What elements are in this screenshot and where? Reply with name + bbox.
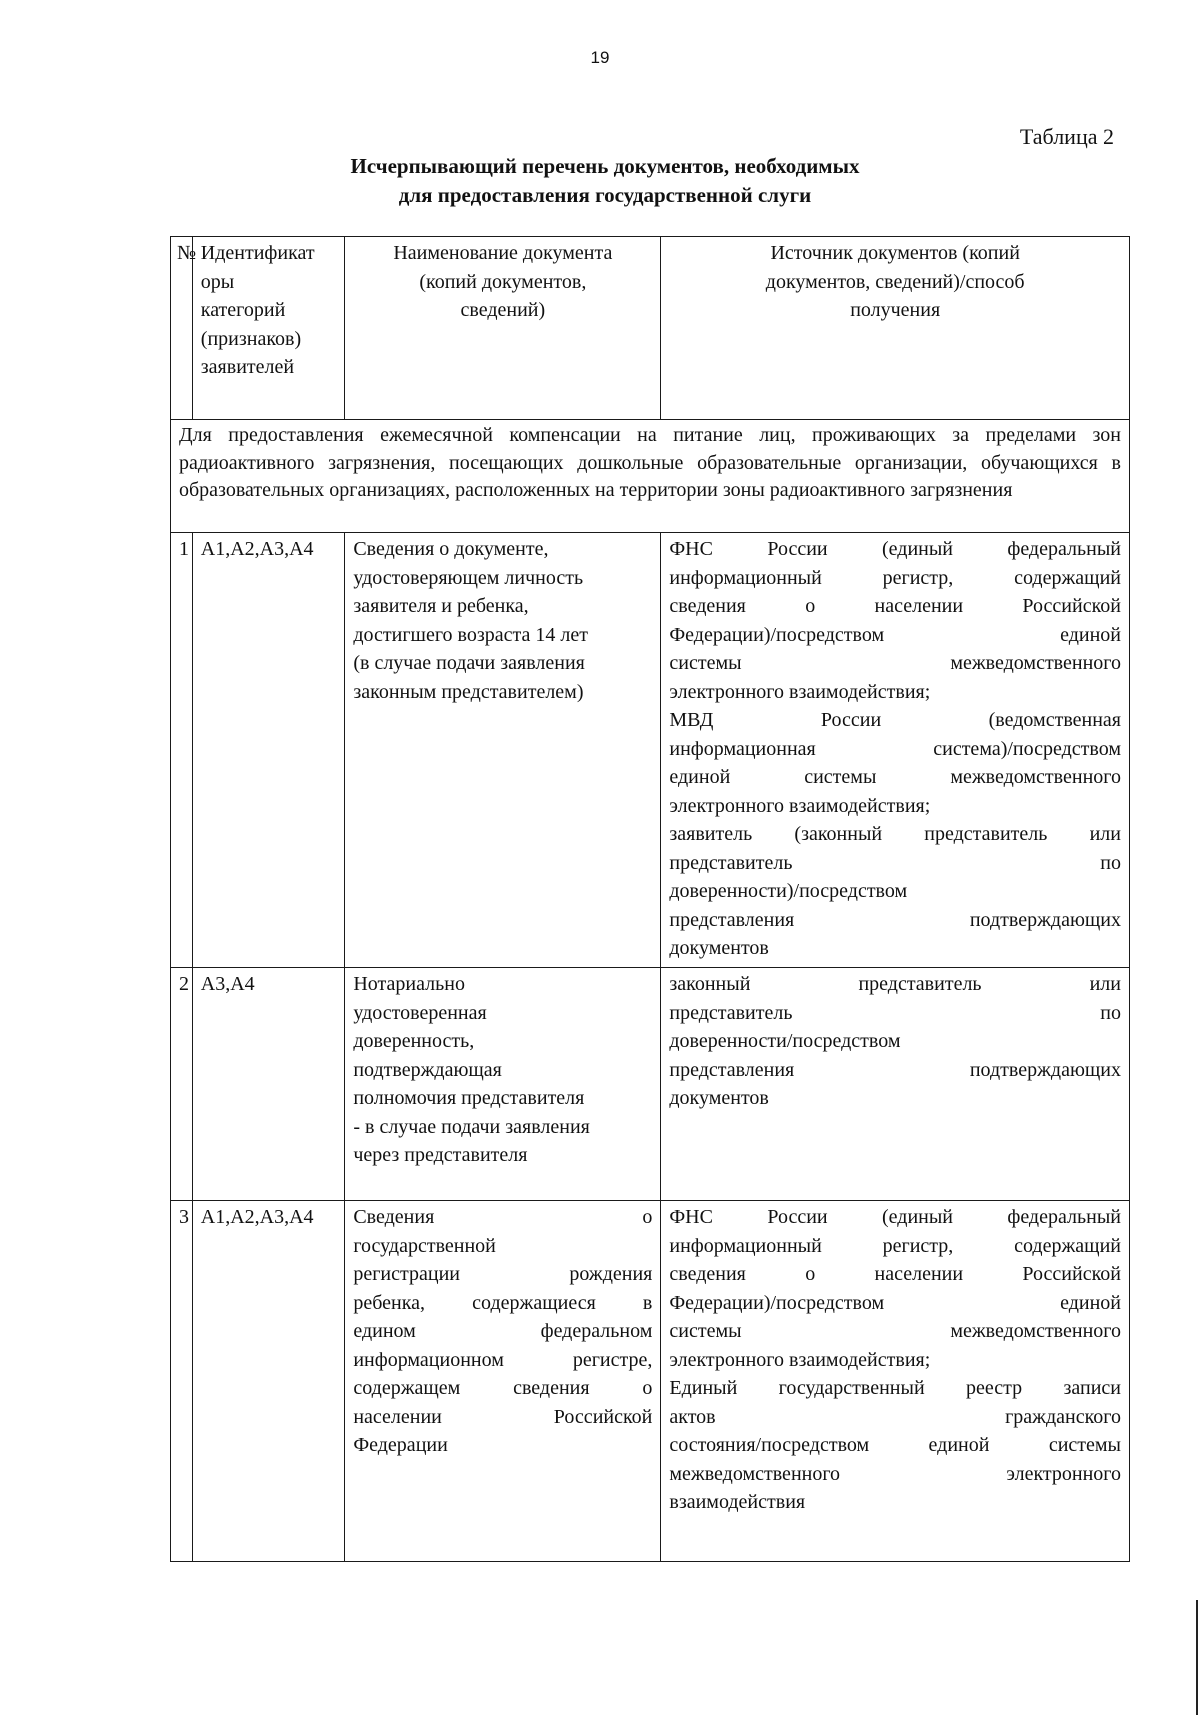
cell-line: взаимодействия [669,1491,806,1513]
header-identifiers-line: Идентификат [200,242,315,264]
cell-line: информационный регистр, содержащий [669,1234,1121,1257]
cell-line: едином федеральном [353,1320,653,1342]
cell-line: межведомственного электронного [669,1462,1121,1485]
row-document-name [345,533,661,968]
cell-line: ФНС России (единый федеральный [669,1206,1121,1228]
cell-line: Федерации [353,1434,448,1456]
row-document-name [345,1201,661,1562]
cell-line: Сведения о [353,1206,653,1228]
row-source [661,968,1130,1201]
cell-line: электронного взаимодействия; [669,794,931,817]
header-num: № [171,237,193,420]
row-document-name [345,968,661,1201]
row-identifiers: А1,А2,А3,А4 [192,1201,345,1562]
title-line-2: для предоставления государственной слуги [398,183,812,207]
header-source-line: получения [850,299,941,321]
cell-line: электронного взаимодействия; [669,680,931,703]
cell-line: Единый государственный реестр записи [669,1377,1121,1399]
page-number: 19 [590,48,610,67]
header-name-line: сведений) [460,299,546,321]
cell-line: (в случае подачи заявления [353,652,585,674]
cell-line: заявитель (законный представитель или [669,823,1121,845]
cell-line: государственной [353,1234,496,1257]
cell-line: законный представитель или [669,973,1121,995]
row-source [661,1201,1130,1562]
table-header-row [171,237,1130,420]
cell-line: - в случае подачи заявления [353,1115,590,1138]
row-identifiers: А1,А2,А3,А4 [192,533,345,968]
cell-line: МВД России (ведомственная [669,709,1121,731]
header-identifiers-line: заявителей [200,356,295,378]
cell-line: представления подтверждающих [669,1058,1121,1081]
header-source-line: Источник документов (копий [770,242,1020,264]
cell-line: удостоверяющем личность [353,566,584,589]
cell-line: представитель по [669,851,1121,874]
cell-line: информационный регистр, содержащий [669,566,1121,589]
cell-line: содержащем сведения о [353,1377,653,1399]
header-name-line: Наименование документа [393,242,613,264]
header-identifiers-line: (признаков) [200,327,302,350]
cell-line: доверенности)/посредством [669,880,908,902]
cell-line: информационная система)/посредством [669,737,1121,760]
section-heading: Для предоставления ежемесячной компенсации на питание лиц, проживающих за пределами зон радиоактивного загрязнения, посещающих дошкольные образовательные организации, обучающихся в образовательных организациях, расположенных на территории зоны радиоактивного загрязнения [171,420,1130,533]
row-num: 1 [171,533,193,968]
cell-line: документов [669,937,769,959]
row-source [661,533,1130,968]
cell-line: доверенности/посредством [669,1030,901,1052]
cell-line: сведения о населении Российской [669,595,1121,617]
cell-line: системы межведомственного [669,1320,1121,1342]
cell-line: Сведения о документе, [353,538,549,560]
header-document-name [345,237,661,420]
cell-line: регистрации рождения [353,1263,653,1285]
cell-line: достигшего возраста 14 лет [353,623,588,646]
page-title [240,152,970,210]
cell-line: Федерации)/посредством единой [669,1291,1121,1314]
cell-line: единой системы межведомственного [669,766,1121,788]
cell-line: Федерации)/посредством единой [669,623,1121,646]
header-identifiers [192,237,345,420]
cell-line: населении Российской [353,1405,653,1428]
row-num: 2 [171,968,193,1201]
cell-line: представления подтверждающих [669,908,1121,931]
title-line-1: Исчерпывающий перечень документов, необходимых [350,154,860,178]
cell-line: Нотариально [353,973,465,995]
documents-table [170,236,1130,1562]
cell-line: ребенка, содержащиеся в [353,1291,653,1314]
header-identifiers-line: категорий [200,299,286,321]
cell-line: сведения о населении Российской [669,1263,1121,1285]
cell-line: системы межведомственного [669,652,1121,674]
cell-line: электронного взаимодействия; [669,1348,931,1371]
row-identifiers: А3,А4 [192,968,345,1201]
table-row [171,1201,1130,1562]
header-source-line: документов, сведений)/способ [765,270,1025,293]
cell-line: через представителя [353,1144,528,1166]
table-label: Таблица 2 [1019,124,1114,149]
cell-line: удостоверенная [353,1001,487,1024]
cell-line: подтверждающая [353,1058,502,1081]
cell-line: ФНС России (единый федеральный [669,538,1121,560]
table-row [171,533,1130,968]
cell-line: состояния/посредством единой системы [669,1434,1121,1456]
header-source [661,237,1130,420]
scan-edge-mark [1196,1600,1198,1715]
row-num: 3 [171,1201,193,1562]
section-row [171,420,1130,533]
header-name-line: (копий документов, [419,270,587,293]
header-identifiers-line: оры [200,270,235,293]
cell-line: полномочия представителя [353,1087,585,1109]
cell-line: доверенность, [353,1030,475,1052]
cell-line: представитель по [669,1001,1121,1024]
cell-line: актов гражданского [669,1405,1121,1428]
cell-line: законным представителем) [353,680,584,703]
cell-line: информационном регистре, [353,1348,653,1371]
cell-line: документов [669,1087,769,1109]
cell-line: заявителя и ребенка, [353,595,529,617]
table-row [171,968,1130,1201]
